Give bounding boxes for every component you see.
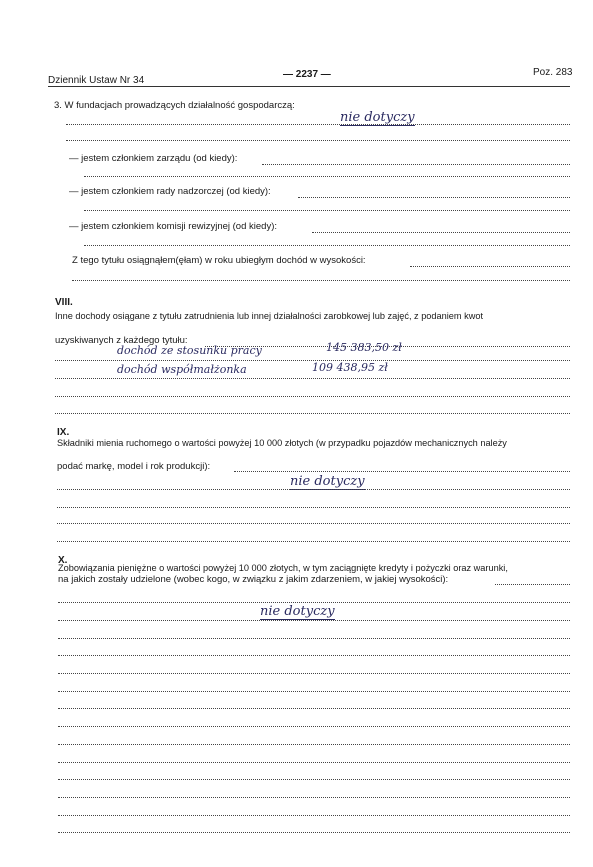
dotted-line [58,708,570,709]
audit-member-label: — jestem członkiem komisji rewizyjnej (od kiedy): [69,221,277,232]
dotted-line [66,140,570,141]
section10-text-line1: Zobowiązania pieniężne o wartości powyżej 10 000 złotych, w tym zaciągnięte kredyty i pożyczki oraz warunki, [58,563,508,573]
section10-handwritten: nie dotyczy [260,604,335,619]
dotted-line [58,655,570,656]
section9-handwritten: nie dotyczy [290,474,365,489]
dotted-line [84,245,570,246]
dotted-line [495,584,570,585]
section9-numeral: IX. [57,427,70,438]
section9-text-line2: podać markę, model i rok produkcji): [57,461,211,472]
dotted-line [57,523,570,524]
dotted-line [58,797,570,798]
income-label: Z tego tytułu osiągnąłem(ęłam) w roku ubiegłym dochód w wysokości: [72,255,366,266]
header-rule [48,86,570,87]
section8-numeral: VIII. [55,297,73,308]
supervisory-member-label: — jestem członkiem rady nadzorczej (od kiedy): [69,186,271,197]
dotted-line [55,396,570,397]
dotted-line [58,673,570,674]
section8-hw-line1-label: dochód ze stosunku pracy [117,344,262,357]
dotted-line [58,602,570,603]
dotted-line [57,507,570,508]
dotted-line [58,779,570,780]
dotted-line [55,378,570,379]
dotted-line [58,762,570,763]
dotted-line [72,280,570,281]
section10-numeral: X. [58,555,68,566]
section8-hw-line2-amount: 109 438,95 zł [312,361,388,374]
dotted-line [57,489,570,490]
dotted-line [57,541,570,542]
dotted-line [84,176,570,177]
dotted-line [66,124,570,125]
section8-hw-line1-amount: 145 383,50 zł [326,341,402,354]
dotted-line [298,197,570,198]
section8-text-line2: uzyskiwanych z każdego tytułu: [55,335,188,346]
board-member-label: — jestem członkiem zarządu (od kiedy): [69,153,238,164]
section3-handwritten: nie dotyczy [340,110,415,125]
dotted-line [58,815,570,816]
dotted-line [234,471,570,472]
dotted-line [262,164,570,165]
dotted-line [312,232,570,233]
dotted-line [58,744,570,745]
dotted-line [58,726,570,727]
dotted-line [58,691,570,692]
section8-text-line1: Inne dochody osiągane z tytułu zatrudnienia lub innej działalności zarobkowej lub zajęć, z podaniem kwot [55,311,483,321]
page-number: — 2237 — [283,69,331,80]
dotted-line [58,638,570,639]
dotted-line [55,413,570,414]
position-label: Poz. 283 [533,67,573,78]
section3-heading: 3. W fundacjach prowadzących działalność gospodarczą: [54,100,295,111]
dotted-line [84,210,570,211]
dotted-line [58,620,570,621]
section9-text-line1: Składniki mienia ruchomego o wartości powyżej 10 000 złotych (w przypadku pojazdów mechanicznych należy [57,438,507,448]
journal-title: Dziennik Ustaw Nr 34 [48,75,145,86]
section8-hw-line2-label: dochód współmałżonka [117,363,247,376]
dotted-line [58,832,570,833]
section10-text-line2: na jakich zostały udzielone (wobec kogo, w związku z jakim zdarzeniem, w jakiej wysokości): [58,574,449,585]
dotted-line [410,266,570,267]
